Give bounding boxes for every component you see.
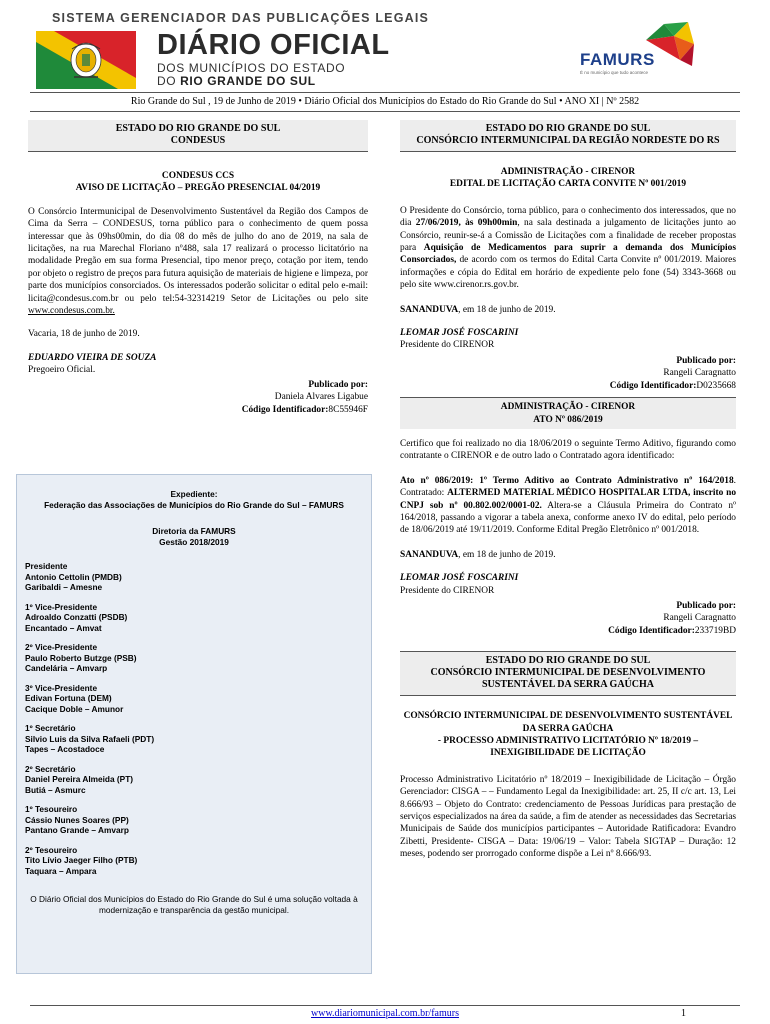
rs-flag-icon — [36, 31, 136, 89]
signer-name: LEOMAR JOSÉ FOSCARINI — [400, 573, 519, 584]
published-by-label: Publicado por: — [308, 379, 368, 390]
signer-role: Presidente do CIRENOR — [400, 585, 495, 596]
identifier-code: Código Identificador:233719BD — [608, 625, 736, 636]
signer-name: LEOMAR JOSÉ FOSCARINI — [400, 328, 519, 339]
board-member: 1º Tesoureiro Cássio Nunes Soares (PP) Pantano Grande – Amvarp — [25, 804, 129, 835]
subtitle-line1: DOS MUNICÍPIOS DO ESTADO — [157, 61, 346, 75]
footer-site-link[interactable]: www.diariomunicipal.com.br/famurs — [311, 1008, 459, 1019]
entity-name: CONSÓRCIO INTERMUNICIPAL DE DESENVOLVIMENTO SUSTENTÁVEL DA SERRA GAÚCHA — [430, 667, 706, 691]
identifier-code: Código Identificador:8C55946F — [241, 404, 368, 415]
board-member: 2º Vice-Presidente Paulo Roberto Butzge (PSB) Candelária – Amvarp — [25, 642, 137, 673]
signer-role: Presidente do CIRENOR — [400, 340, 495, 351]
left-column — [28, 120, 368, 416]
ato-header — [400, 398, 736, 429]
published-by-name: Rangeli Caragnatto — [663, 368, 736, 379]
board-member: Presidente Antonio Cettolin (PMDB) Garibaldi – Amesne — [25, 561, 122, 592]
published-by-label: Publicado por: — [676, 355, 736, 366]
header-rule-top — [30, 92, 740, 93]
header-rule-bottom — [30, 111, 740, 112]
state-name: ESTADO DO RIO GRANDE DO SUL — [485, 655, 651, 667]
ato-intro: Certifico que foi realizado no dia 18/06/2019 o seguinte Termo Aditivo, figurando como contratante o CIRENOR e de outro lado o Contratado agora identificado: — [400, 438, 736, 462]
notice-heading1: CONDESUS CCS — [161, 171, 235, 181]
famurs-tagline: É no município que tudo acontece — [580, 70, 649, 75]
published-by-name: Rangeli Caragnatto — [663, 613, 736, 624]
signer-name: EDUARDO VIEIRA DE SOUZA — [28, 352, 157, 363]
edital-body: O Presidente do Consórcio, torna público, para o conhecimento dos interessados, que no dia 27/06/2019, às 09h00min, na sala destinada a julgamento de licitações junto ao Consórcio, reunir-se-á a Comissão de Licitações com a finalidade de receber propostas para Aquisição de Medicamentos para suprir a demanda dos Municípios Consorciados, de acordo com os termos do Edital Carta Convite nº 001/2019. Maiores informações e cópia do Edital em horário de expediente pelo fone (54) 3343-3668 ou pelo site www.cirenor.rs.gov.br. — [400, 205, 736, 291]
published-by-name: Daniela Alvares Ligabue — [274, 392, 368, 403]
signer-role: Pregoeiro Oficial. — [28, 365, 96, 376]
condesus-site-link[interactable]: www.condesus.com.br. — [28, 306, 115, 317]
state-name: ESTADO DO RIO GRANDE DO SUL — [485, 123, 651, 134]
board-member: 2º Secretário Daniel Pereira Almeida (PT) Butiá – Asmurc — [25, 763, 134, 795]
ato-body: Ato nº 086/2019: 1º Termo Aditivo ao Contrato Administrativo nº 164/2018. Contratado: ALTERMED MATERIAL MÉDICO HOSPITALAR LTDA, inscrito no CNPJ sob nº 00.802.002/0001-02. Altera-se a Cláusula Primeira do Contrato nº 164/2018, passando a vigorar a tabela anexa, conforme anexo IV do edital, pelo período de 18/06/2019 até 19/11/2019. Conforme Edital Pregão Eletrônico nº 001/2018. — [400, 475, 737, 536]
published-by-label: Publicado por: — [676, 600, 736, 611]
board-member: 3º Vice-Presidente Edivan Fortuna (DEM) Cacique Doble – Amunor — [25, 682, 124, 714]
edital-heading1: ADMINISTRAÇÃO - CIRENOR — [500, 167, 636, 177]
cisga-heading2: - PROCESSO ADMINISTRATIVO LICITATÓRIO Nº 18/2019 – INEXIGIBILIDADE DE LICITAÇÃO — [437, 736, 699, 759]
famurs-logo — [580, 20, 730, 80]
cisga-body: Processo Administrativo Licitatório nº 18/2019 – Inexigibilidade de Licitação – Órgão Gerenciador: CISGA – – Fundamento Legal da Inexigibilidade: art. 25, II c/c art. 13, Lei 8.666/93 – Objeto do Contrato: credenciamento de Pessoas Jurídicas para prestação de serviços especializados na área da saúde, a fim de atender as necessidades das Secretarias Municipais de Saúde dos municípios participantes – Autoridade Ratificadora: Evandro Zibetti, Presidente- CISGA – Data: 19/06/19 – Valor: Tabela SIGTAP – Duração: 12 meses, podendo ser prorrogado conforme dispõe a Lei nº 8.666/93. — [400, 774, 736, 860]
board-member: 2º Tesoureiro Tito Lívio Jaeger Filho (PTB) Taquara – Ampara — [25, 844, 138, 876]
system-title: SISTEMA GERENCIADOR DAS PUBLICAÇÕES LEGAIS — [52, 11, 430, 25]
board-member: 1º Vice-Presidente Adroaldo Conzatti (PSDB) Encantado – Amvat — [25, 601, 128, 633]
state-name: ESTADO DO RIO GRANDE DO SUL — [115, 123, 281, 134]
board-term: Gestão 2018/2019 — [159, 536, 229, 547]
ato-place-date: SANANDUVA, em 18 de junho de 2019. — [400, 549, 556, 560]
cisga-section-header — [400, 651, 736, 696]
subtitle-line2: DO RIO GRANDE DO SUL — [157, 74, 316, 88]
notice-body: O Consórcio Intermunicipal de Desenvolvimento Sustentável da Região dos Campos de Cima da Serra – CONDESUS, torna público para o conhecimento de quem possa interessar que às 09hs00min, do dia 08 do mês de julho do ano de 2019, na sala de licitações, na rua Marechal Floriano nº488, sala 17 realizará o processo licitatório na modalidade Pregão em sua forma Presencial, tipo menor preço, cotação por item, tendo por objeto o registro de preços para futura aquisição de materiais de higiene e limpeza, por parte dos municípios consorciados. Os interessados poderão solicitar o edital pelo e-mail: licita@condesus.com.br ou pelo tel:54-32314219 Setor de Licitações ou pelo site www.condesus.com.br. — [28, 206, 368, 317]
footer-rule — [30, 1005, 740, 1006]
board-title: Diretoria da FAMURS — [152, 526, 236, 536]
board-member: 1º Secretário Silvio Luis da Silva Rafaeli (PDT) Tapes – Acostadoce — [25, 723, 155, 754]
expediente-label: Expediente: — [170, 489, 218, 499]
notice-heading2: AVISO DE LICITAÇÃO – PREGÃO PRESENCIAL 04/2019 — [75, 183, 321, 194]
federation-name: Federação das Associações de Municípios do Rio Grande do Sul – FAMURS — [44, 499, 344, 510]
dateline: Rio Grande do Sul , 19 de Junho de 2019 • Diário Oficial dos Municípios do Estado do Rio Grande do Sul • ANO XI | Nº 2582 — [130, 96, 640, 107]
condesus-section-header — [28, 120, 368, 152]
ato-heading2: ATO Nº 086/2019 — [533, 414, 603, 425]
edital-heading2: EDITAL DE LICITAÇÃO CARTA CONVITE Nº 001/2019 — [449, 179, 687, 190]
entity-name: CONSÓRCIO INTERMUNICIPAL DA REGIÃO NORDESTE DO RS — [416, 135, 720, 146]
expediente-footer: O Diário Oficial dos Municípios do Estado do Rio Grande do Sul é uma solução voltada à modernização e transparência da gestão municipal. — [30, 894, 358, 915]
cisga-heading1: CONSÓRCIO INTERMUNICIPAL DE DESENVOLVIMENTO SUSTENTÁVEL DA SERRA GAÚCHA — [403, 711, 733, 734]
famurs-expediente-box — [16, 474, 372, 974]
ato-heading1: ADMINISTRAÇÃO - CIRENOR — [500, 402, 636, 413]
famurs-logo-text: FAMURS — [580, 50, 655, 69]
page-number: 1 — [681, 1008, 686, 1019]
page-title: DIÁRIO OFICIAL — [157, 29, 390, 61]
right-column — [400, 120, 736, 861]
cirenor-section-header — [400, 120, 736, 152]
edital-place-date: SANANDUVA, em 18 de junho de 2019. — [400, 304, 556, 315]
entity-name: CONDESUS — [170, 135, 226, 146]
notice-place-date: Vacaria, 18 de junho de 2019. — [28, 329, 140, 340]
identifier-code: Código Identificador:D0235668 — [609, 380, 736, 391]
